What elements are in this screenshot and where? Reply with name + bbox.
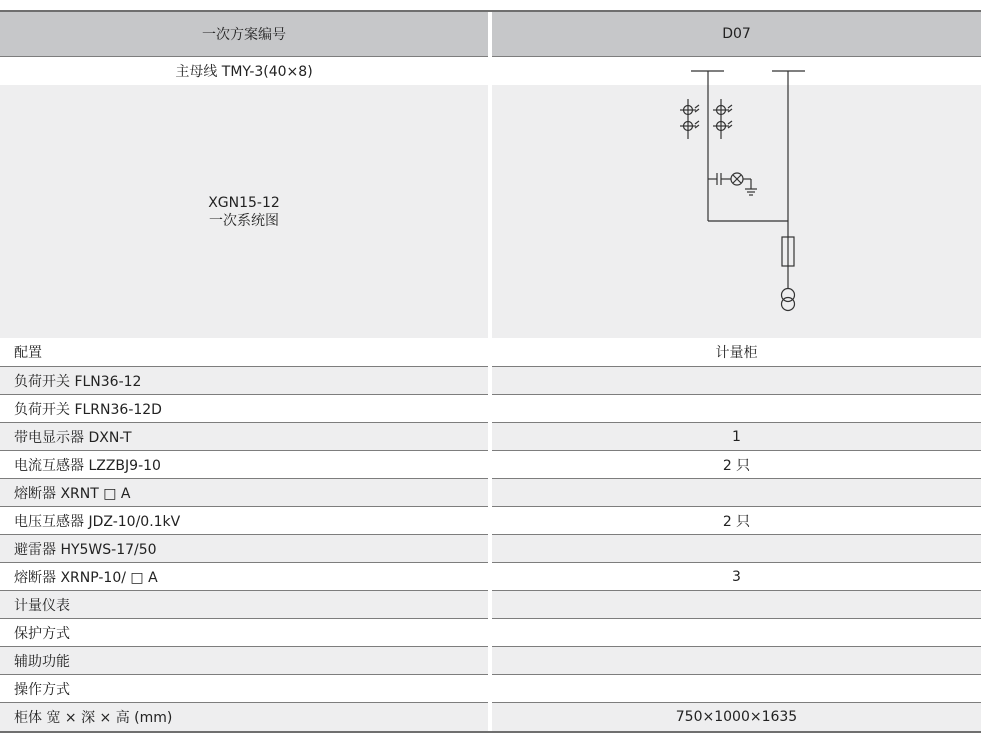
row-value	[492, 647, 981, 675]
row-label: 带电显示器 DXN-T	[0, 423, 488, 451]
system-diagram-label	[0, 85, 488, 338]
row-value	[492, 591, 981, 619]
row-value	[492, 395, 981, 423]
row-value: 2 只	[492, 451, 981, 479]
row-value: 3	[492, 563, 981, 591]
row-value	[492, 367, 981, 395]
system-diagram-model: XGN15-12	[208, 194, 280, 211]
row-label: 负荷开关 FLRN36-12D	[0, 395, 488, 423]
row-label: 电压互感器 JDZ-10/0.1kV	[0, 507, 488, 535]
row-value	[492, 675, 981, 703]
row-value: 750×1000×1635	[492, 703, 981, 731]
ground-icon	[745, 189, 757, 195]
row-label: 保护方式	[0, 619, 488, 647]
scheme-number-value: D07	[492, 12, 981, 56]
config-label: 配置	[0, 338, 488, 366]
row-label: 熔断器 XRNP-10/ □ A	[0, 563, 488, 591]
system-diagram-title: 一次系统图	[209, 212, 279, 229]
current-transformer-icon	[713, 99, 732, 139]
column-gap	[488, 338, 492, 731]
row-label: 辅助功能	[0, 647, 488, 675]
config-value: 计量柜	[492, 338, 981, 366]
column-gap	[488, 12, 492, 338]
current-transformer-icon	[680, 99, 699, 139]
row-value: 2 只	[492, 507, 981, 535]
row-value	[492, 619, 981, 647]
busbar-label: 主母线 TMY-3(40×8)	[0, 57, 488, 85]
row-label: 避雷器 HY5WS-17/50	[0, 535, 488, 563]
row-label: 电流互感器 LZZBJ9-10	[0, 451, 488, 479]
single-line-diagram	[492, 59, 981, 338]
row-label: 负荷开关 FLN36-12	[0, 367, 488, 395]
live-display-indicator-icon	[708, 173, 751, 189]
row-value	[492, 479, 981, 507]
row-value	[492, 535, 981, 563]
row-label: 计量仪表	[0, 591, 488, 619]
row-label: 柜体 宽 × 深 × 高 (mm)	[0, 703, 488, 731]
table-bottom-border	[0, 731, 981, 733]
row-value: 1	[492, 423, 981, 451]
scheme-number-label: 一次方案编号	[0, 12, 488, 56]
row-label: 熔断器 XRNT □ A	[0, 479, 488, 507]
row-label: 操作方式	[0, 675, 488, 703]
voltage-transformer-icon	[782, 289, 795, 311]
